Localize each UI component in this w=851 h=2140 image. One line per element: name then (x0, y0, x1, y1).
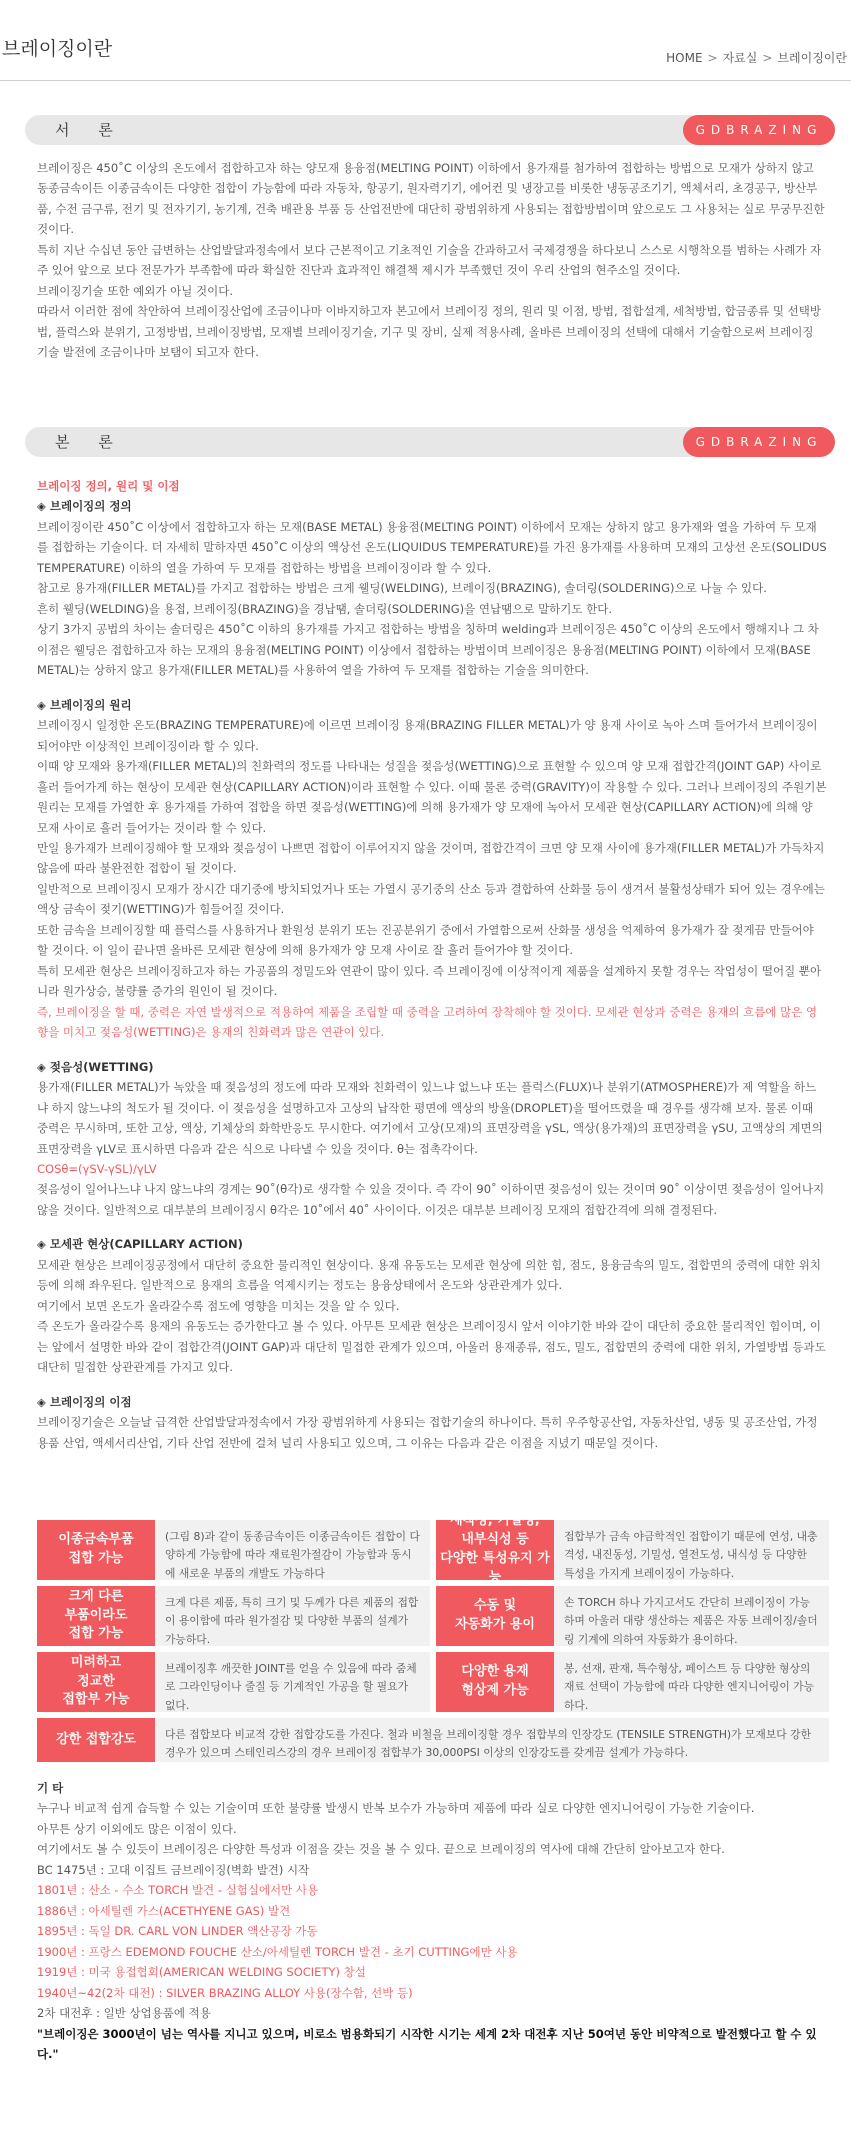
advantage-label: 수동 및 자동화가 용이 (436, 1586, 554, 1646)
header-divider (0, 80, 851, 81)
history-item: 1895년 : 독일 DR. CARL VON LINDER 액산공장 가동 (37, 1924, 318, 1939)
advantage-desc: 다른 접합보다 비교적 강한 접합강도를 가진다. 철과 비철을 브레이징할 경우 접합부의 인장강도 (TENSILE STRENGTH)가 모재보다 강한 경우가 있으며 스테인리스강의 경우 브레이징 접합부가 30,000PSI 이상의 인장강도를 갖게끔 설계가 가능하다. (165, 1728, 812, 1760)
advantage-label: 미려하고 정교한 접합부 가능 (37, 1652, 155, 1712)
page-header (0, 0, 851, 63)
etc-paragraph: BC 1475년 : 고대 이집트 금브레이징(벽화 발견) 시작 (37, 1862, 310, 1877)
closing-quote: "브레이징은 3000년이 넘는 역사를 지니고 있으며, 비로소 범용화되기 시작한 시기는 세계 2차 대전후 지난 50여년 동안 비약적으로 발전했다고 할 수 있다." (37, 2026, 817, 2062)
advantage-desc: 크게 다른 제품, 특히 크기 및 두께가 다른 제품의 접합이 용이함에 따라 원가절감 및 다양한 부품의 설계가 가능하다. (165, 1596, 419, 1646)
wetting-title: ◈ 젖음성(WETTING) (37, 1059, 154, 1074)
section-badge: GDBRAZING (683, 115, 835, 145)
intro-paragraph: 브레이징은 450˚C 이상의 온도에서 접합하고자 하는 양모재 용융점(MELTING POINT) 이하에서 용가재를 첨가하여 접합하는 방법으로 모재가 상하지 않고 동종금속이든 이종금속이든 다양한 접합이 가능함에 따라 자동차, 항공기, 원자력기기, 에어컨 및 냉장고를 비롯한 냉동공조기기, 액체서리, 초경공구, 방산부품, 수전 금구류, 전기 및 전자기기, 농기계, 건축 배관용 부품 등 산업전반에 대단히 광범위하게 사용되는 접합방법이며 앞으로도 그 사용처는 실로 무궁무진한 것이다. (37, 161, 825, 237)
section-bar-body (25, 427, 835, 457)
section-title-body: 본 론 (55, 433, 125, 451)
advantages-grid (37, 1513, 829, 1768)
history-item: 1940년~42(2차 대전) : SILVER BRAZING ALLOY 사용(장수함, 선박 등) (37, 1985, 413, 2000)
intro-paragraph: 브레이징기술 또한 예외가 아닐 것이다. (37, 283, 234, 298)
body-heading: 브레이징 정의, 원리 및 이점 (37, 479, 180, 493)
history-item: 1886년 : 아세틸렌 가스(ACETHYENE GAS) 발견 (37, 1903, 291, 1918)
breadcrumb-current[interactable]: 브레이징이란 (777, 51, 847, 65)
advantage-desc: 손 TORCH 하나 가지고서도 간단히 브레이징이 가능하며 아울러 대량 생산하는 제품은 자동 브레이징/솔더링 기계에 의하여 자동화가 용이하다. (564, 1596, 818, 1646)
section-bar-intro (25, 115, 835, 145)
history-item: 1919년 : 미국 용접협회(AMERICAN WELDING SOCIETY) 창설 (37, 1965, 366, 1980)
history-item: 1801년 : 산소 - 수소 TORCH 발견 - 실험실에서만 사용 (37, 1883, 319, 1898)
advantage-desc: (그림 8)과 같이 동종금속이든 이종금속이든 접합이 다양하게 가능함에 따라 재료원가절감이 가능함과 동시에 새로운 부품의 개발도 가능하다 (165, 1530, 420, 1580)
etc-paragraph: 누구나 비교적 쉽게 습득할 수 있는 기술이며 또한 불량률 발생시 반복 보수가 가능하며 제품에 따라 실로 다양한 엔지니어링이 가능한 기술이다. (37, 1801, 755, 1816)
advantage-label: 크게 다른 부품이라도 접합 가능 (37, 1586, 155, 1646)
advantage-card (436, 1586, 829, 1646)
definition-paragraph: 흔히 웰딩(WELDING)을 용접, 브레이징(BRAZING)을 경납땜, 솔더링(SOLDERING)을 연납땜으로 말하기도 한다. (37, 601, 613, 616)
wetting-paragraph: 용가재(FILLER METAL)가 녹았을 때 젖음성의 정도에 따라 모재와 친화력이 있느냐 없느냐 또는 플럭스(FLUX)나 분위기(ATMOSPHERE)가 제 역할을 하느냐 하지 않느냐의 척도가 될 것이다. 이 젖음성을 설명하고자 고상의 납작한 평면에 액상의 방울(DROPLET)을 떨어뜨렸을 때 경우를 생각해 보자. 물론 이때 중력은 무시하며, 또한 고상, 액상, 기체상의 화학반응도 무시한다. 여기에서 고상(모재)의 표면장력을 γSL, 액상(용가재)의 표면장력을 γSU, 고액상의 계면의 표면장력을 γLV로 표시하면 다음과 같은 식으로 나타낼 수 있을 것이다. θ는 접촉각이다. (37, 1080, 823, 1156)
capillary-paragraph: 즉 온도가 올라갈수록 용재의 유동도는 증가한다고 볼 수 있다. 아무튼 모세관 현상은 브레이징시 앞서 이야기한 바와 같이 대단히 중요한 물리적인 힘이며, 이는 앞에서 설명한 바와 같이 접합간격(JOINT GAP)과 대단히 밀접한 관계가 있으며, 아울러 용재종류, 점도, 밀도, 접합면의 중력에 대한 위치, 가열방법 등과도 대단히 밀접한 상관관계를 가지고 있다. (37, 1319, 826, 1375)
advantage-card (37, 1718, 829, 1762)
principle-paragraph: 브레이징시 일정한 온도(BRAZING TEMPERATURE)에 이르면 브레이징 용재(BRAZING FILLER METAL)가 양 용재 사이로 녹아 스며 들어가서 브레이징이 되어야만 이상적인 브레이징이라 할 수 있다. (37, 718, 818, 753)
breadcrumb-resources[interactable]: 자료실 (722, 51, 758, 65)
capillary-paragraph: 여기에서 보면 온도가 올라갈수록 점도에 영향을 미치는 것을 알 수 있다. (37, 1298, 400, 1313)
definition-title: ◈ 브레이징의 정의 (37, 499, 132, 514)
section-bar-bg (25, 115, 705, 145)
section-bar-bg (25, 427, 705, 457)
etc-paragraph: 아무튼 상기 이외에도 많은 이점이 있다. (37, 1821, 237, 1836)
advantages-row (37, 1586, 829, 1646)
section-title-intro: 서 론 (55, 121, 125, 139)
advantage-card (37, 1652, 430, 1712)
section-badge: GDBRAZING (683, 427, 835, 457)
wetting-paragraph: 젖음성이 일어나느냐 나지 않느냐의 경계는 90˚(θ각)로 생각할 수 있을 것이다. 즉 각이 90˚ 이하이면 젖음성이 있는 것이며 90˚ 이상이면 젖음성이 일어나지 않을 것이다. 일반적으로 대부분의 브레이징시 θ각은 10˚에서 40˚ 사이이다. 이것은 대부분 브레이징 모재의 접합간격에 의해 결정된다. (37, 1182, 825, 1217)
body-text (37, 476, 827, 1453)
breadcrumb-separator: > (707, 51, 718, 65)
breadcrumb (666, 52, 847, 64)
intro-paragraph: 따라서 이러한 점에 착안하여 브레이징산업에 조금이나마 이바지하고자 본고에서 브레이징 정의, 원리 및 이점, 방법, 접합설계, 세척방법, 합금종류 및 선택방법, 플럭스와 분위기, 고정방법, 브레이징방법, 모재별 브레이징기술, 기구 및 장비, 실제 적용사례, 올바른 브레이징의 선택에 대해서 기술함으로써 브레이징 기술 발전에 조금이나마 보탬이 되고자 한다. (37, 304, 821, 360)
advantage-desc: 브레이징후 깨끗한 JOINT를 얻을 수 있음에 따라 줌체로 그라인딩이나 줄질 등 기계적인 가공을 할 필요가 없다. (165, 1662, 417, 1712)
advantages-intro: 브레이징기술은 오늘날 급격한 산업발달과정속에서 가장 광범위하게 사용되는 접합기술의 하나이다. 특히 우주항공산업, 자동차산업, 냉동 및 공조산업, 가정용품 산업, 액세서리산업, 기타 산업 전반에 걸쳐 널리 사용되고 있으며, 그 이유는 다음과 같은 이점을 지녔기 때문일 것이다. (37, 1415, 818, 1450)
principle-paragraph: 일반적으로 브레이징시 모재가 장시간 대기중에 방치되었거나 또는 가열시 공기중의 산소 등과 결합하여 산화물 등이 생겨서 불활성상태가 되어 있는 경우에는 액상 금속이 젖기(WETTING)가 힘들어질 것이다. (37, 881, 825, 917)
breadcrumb-home[interactable]: HOME (666, 51, 703, 65)
advantage-desc: 접합부가 금속 야금학적인 접합이기 때문에 연성, 내충격성, 내진동성, 기밀성, 열전도성, 내식성 등 다양한 특성을 가지게 브레이징이 가능하다. (564, 1530, 818, 1580)
advantages-row (37, 1652, 829, 1712)
principle-paragraph: 또한 금속을 브레이징할 때 플럭스를 사용하거나 환원성 분위기 또는 진공분위기 중에서 가열함으로써 산화물 생성을 억제하여 용가재가 잘 젖게끔 만들어야 할 것이다. 이 일이 끝나면 올바른 모세관 현상에 의해 용가재가 양 모재 사이로 잘 흘러 들어가야 할 것이다. (37, 922, 814, 958)
advantages-row (37, 1513, 829, 1585)
etc-paragraph: 여기에서도 볼 수 있듯이 브레이징은 다양한 특성과 이점을 갖는 것을 볼 수 있다. 끝으로 브레이징의 역사에 대해 간단히 알아보고자 한다. (37, 1842, 725, 1857)
breadcrumb-separator: > (762, 51, 773, 65)
principle-paragraph: 특히 모세관 현상은 브레이징하고자 하는 가공품의 정밀도와 연관이 많이 있다. 즉 브레이징에 이상적이게 제품을 설계하지 못할 경우는 작업성이 떨어질 뿐아니라 원가상승, 불량률 증가의 원인이 될 것이다. (37, 963, 822, 999)
principle-paragraph: 이때 양 모재와 용가재(FILLER METAL)의 친화력의 정도를 나타내는 성질을 젖음성(WETTING)으로 표현할 수 있으며 양 모재 접합간격(JOINT GAP) 사이로 흘러 들어가게 하는 현상이 모세관 현상(CAPILLARY ACTION)이라 표현할 수 있다. 이때 물론 중력(GRAVITY)이 작용할 수 있다. 그러나 브레이징의 주원기본 원리는 모재를 가열한 후 용가재를 가하여 접합을 하면 젖음성(WETTING)에 의해 용가재가 양 모재에 녹아서 모세관 현상(CAPILLARY ACTION)에 의해 양 모재 사이로 흘러 들어가는 것이라 할 수 있다. (37, 759, 827, 835)
principle-title: ◈ 브레이징의 원리 (37, 697, 132, 712)
definition-paragraph: 상기 3가지 공법의 차이는 솔더링은 450˚C 이하의 용가재를 가지고 접합하는 방법을 칭하며 welding과 브레이징은 450˚C 이상의 온도에서 행해지나 그 차이점은 웰딩은 접합하고자 하는 모재의 용융점(MELTING POINT) 이상에서 접합하는 방법이며 브레이징은 용융점(MELTING POINT) 이하에서 모재(BASE METAL)는 상하지 않고 용가재(FILLER METAL)를 사용하여 열을 가하여 두 모재를 접합하는 기술을 의미한다. (37, 622, 819, 678)
advantage-card (436, 1513, 829, 1585)
etc-title: 기 타 (37, 1781, 64, 1795)
page-title: 브레이징이란 (2, 38, 113, 60)
advantage-desc: 봉, 선재, 판재, 특수형상, 페이스트 등 다양한 형상의 재료 선택이 가능함에 따라 다양한 엔지니어링이 가능하다. (564, 1662, 815, 1712)
advantage-label: 이종금속부품 접합 가능 (37, 1520, 155, 1580)
intro-text (37, 158, 827, 363)
advantage-card (37, 1586, 430, 1646)
etc-text (37, 1778, 827, 2065)
principle-paragraph: 만일 용가재가 브레이징해야 할 모재와 젖음성이 나쁘면 접합이 이루어지지 않을 것이며, 접합간격이 크면 양 모재 사이에 용가재(FILLER METAL)가 가득차지 않음에 따라 불완전한 접합이 될 것이다. (37, 840, 825, 876)
advantage-card (37, 1520, 430, 1580)
advantage-label: 다양한 용재 형상제 가능 (436, 1652, 554, 1712)
principle-note: 즉, 브레이징을 할 때, 중력은 자연 발생적으로 적용하여 제품을 조립할 때 중력을 고려하여 장착해야 할 것이다. 모세관 현상과 중력은 용재의 흐름에 많은 영향을 미치고 젖음성(WETTING)은 용재의 친화력과 많은 연관이 있다. (37, 1004, 818, 1040)
advantage-card (436, 1652, 829, 1712)
advantages-title: ◈ 브레이징의 이점 (37, 1394, 132, 1409)
history-item: 1900년 : 프랑스 EDEMOND FOUCHE 산소/아세틸렌 TORCH 발견 - 초기 CUTTING에만 사용 (37, 1944, 518, 1959)
advantage-label: 세척성, 기밀성, 내부식성 등 다양한 특성유지 가능 (436, 1520, 554, 1580)
advantages-row (37, 1718, 829, 1762)
definition-paragraph: 브레이징이란 450˚C 이상에서 접합하고자 하는 모재(BASE METAL) 용융점(MELTING POINT) 이하에서 모재는 상하지 않고 용가재와 열을 가하여 두 모재를 접합하는 기술이다. 더 자세히 말하자면 450˚C 이상의 액상선 온도(LIQUIDUS TEMPERATURE)를 가진 용가재를 사용하며 모재의 고상선 온도(SOLIDUS TEMPERATURE) 이하의 열을 가하여 두 모재를 접합하는 방법을 브레이징이라 할 수 있다. (37, 519, 827, 575)
capillary-paragraph: 모세관 현상은 브레이징공정에서 대단히 중요한 물리적인 현상이다. 용재 유동도는 모세관 현상에 의한 힘, 점도, 용융금속의 밀도, 접합면의 중력에 대한 위치 등에 의해 좌우된다. 일반적으로 용재의 흐름을 억제시키는 정도는 용융상태에서 온도와 상관관계가 있다. (37, 1257, 821, 1293)
capillary-title: ◈ 모세관 현상(CAPILLARY ACTION) (37, 1237, 243, 1252)
definition-paragraph: 참고로 용가재(FILLER METAL)를 가지고 접합하는 방법은 크게 웰딩(WELDING), 브레이징(BRAZING), 솔더링(SOLDERING)으로 나눌 수 있다. (37, 581, 767, 596)
wetting-formula: COSθ=(γSV-γSL)/γLV (37, 1162, 157, 1176)
advantage-label: 강한 접합강도 (37, 1718, 155, 1762)
intro-paragraph: 특히 지난 수십년 동안 급변하는 산업발달과정속에서 보다 근본적이고 기초적인 기술을 간과하고서 국제경쟁을 하다보니 스스로 시행착오를 범하는 사례가 자주 있어 앞으로 보다 전문가가 부족함에 따라 확실한 진단과 효과적인 해결책 제시가 부족했던 것이 우리 산업의 현주소일 것이다. (37, 242, 822, 278)
history-item: 2차 대전후 : 일반 상업용품에 적용 (37, 2006, 211, 2021)
